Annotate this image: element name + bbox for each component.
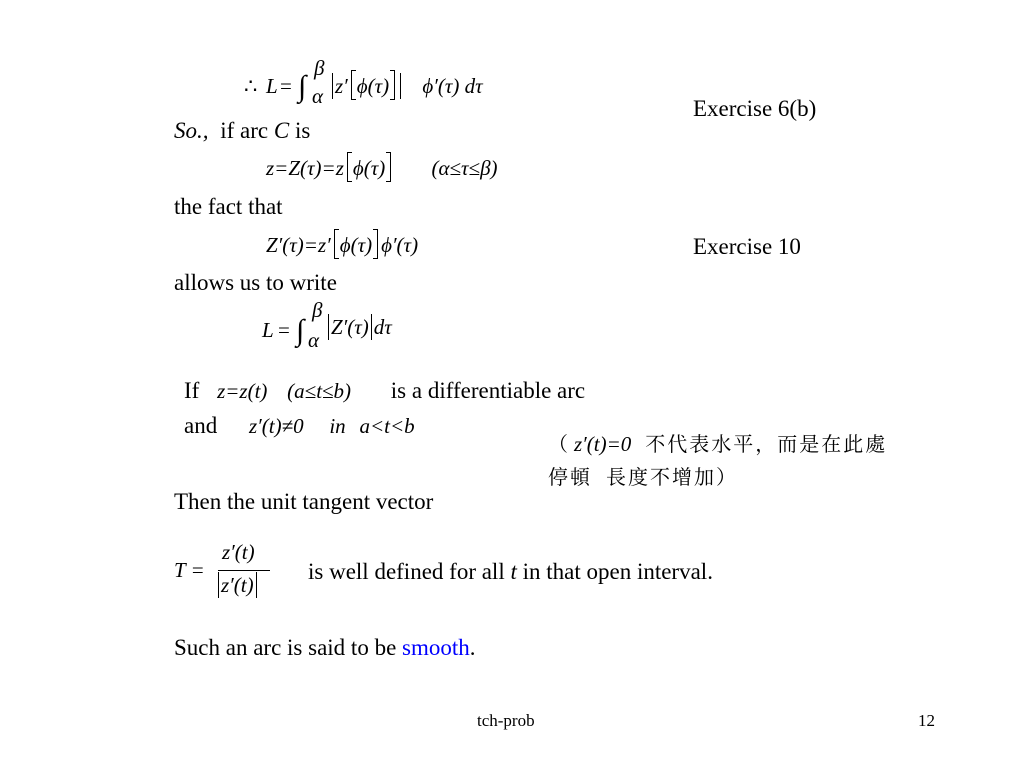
text-allows: allows us to write [174,270,337,295]
if-label: If [184,378,200,403]
well-defined-post: in that open interval. [522,559,713,584]
eq2-range: (α≤τ≤β) [431,156,498,180]
bracket-right [386,152,391,182]
note-expr: z′(t)=0 [574,432,632,456]
period: . [469,635,476,660]
tangent-lhs: T = [174,558,205,582]
abs-bar-left [328,314,329,340]
such-arc-label: Such an arc is said to be [174,635,397,660]
dtau: dτ [373,315,392,339]
is-differentiable-label: is a differentiable arc [390,378,586,403]
exercise-label-6b: Exercise 6(b) [693,96,817,121]
eq5-expr: z=z(t) [217,379,268,403]
is-label: is [294,118,311,143]
tangent-denominator [216,572,259,598]
well-defined-pre: is well defined for all [308,559,505,584]
z-prime: z′ [335,74,348,98]
lower-limit: α [312,84,324,108]
text-smooth [174,635,476,661]
integral-sign: ∫ [296,314,305,347]
note-line-1 [548,428,887,457]
note-line-2: 停頓 長度不增加） [548,465,739,489]
bracket-right [373,229,378,259]
tangent-den-expr: z′(t) [221,573,254,597]
in-label: in [329,414,346,438]
if-arc-label: if arc [220,118,269,143]
integral-sign: ∫ [298,70,307,103]
footer-left: tch-prob [477,711,535,730]
phi-prime-tau: ϕ′(τ) [381,233,419,257]
text-then-tangent: Then the unit tangent vector [174,489,434,514]
abs-bar-right [371,314,372,340]
Z-prime-tau: Z′(τ) [331,315,369,339]
and-label: and [184,413,218,438]
equation-chain-rule [266,229,418,259]
abs-bar-right [400,73,401,99]
therefore-symbol: ∴ [244,74,258,98]
note-text-1: 不代表水平，而是在此處 [645,432,888,456]
eq3-lhs: Z′(τ)=z′ [266,233,331,257]
exercise-label-10: Exercise 10 [693,234,801,259]
upper-limit: β [314,56,325,80]
bracket-left [347,152,352,182]
bracket-left [334,229,339,259]
smooth-term: smooth [402,635,470,660]
abs-bar-left [332,73,333,99]
fraction-bar [218,570,270,571]
abs-bar-right [256,572,257,598]
equals-sign: = [280,74,292,98]
eq5-range: (a≤t≤b) [287,379,352,403]
eq6-expr: z′(t)≠0 [248,414,304,438]
text-fact-that: the fact that [174,194,283,219]
bracket-right [390,70,395,100]
equation-unit-tangent [174,538,284,608]
phi-tau: ϕ(τ) [356,74,390,98]
eq6-range: a<t<b [359,414,415,438]
page-number: 12 [918,711,935,730]
text-so-if-arc [174,118,310,144]
equation-arc-param [266,152,498,182]
t-var: t [510,559,517,584]
bracket-left [351,70,356,100]
phi-tau: ϕ(τ) [352,156,386,180]
eq1-integrand [330,70,483,100]
note-open-paren: （ [548,432,570,456]
upper-limit: β [312,298,323,322]
eq4-integrand [326,314,392,340]
equals-sign: = [278,318,290,342]
equation-arc-length-2 [262,298,462,356]
lower-limit: α [308,328,320,352]
eq2-lhs: z=Z(τ)=z [266,156,344,180]
text-if-line [184,378,585,404]
abs-bar-left [218,572,219,598]
text-well-defined [308,559,713,585]
arc-c: C [273,118,290,143]
eq1-lhs: L [266,74,278,98]
so-label: So., [174,118,209,143]
eq4-lhs: L [262,318,274,342]
phi-prime-dtau: ϕ′(τ) dτ [422,74,483,98]
phi-tau: ϕ(τ) [339,233,373,257]
tangent-numerator: z′(t) [222,540,255,564]
text-and-line [184,413,415,439]
